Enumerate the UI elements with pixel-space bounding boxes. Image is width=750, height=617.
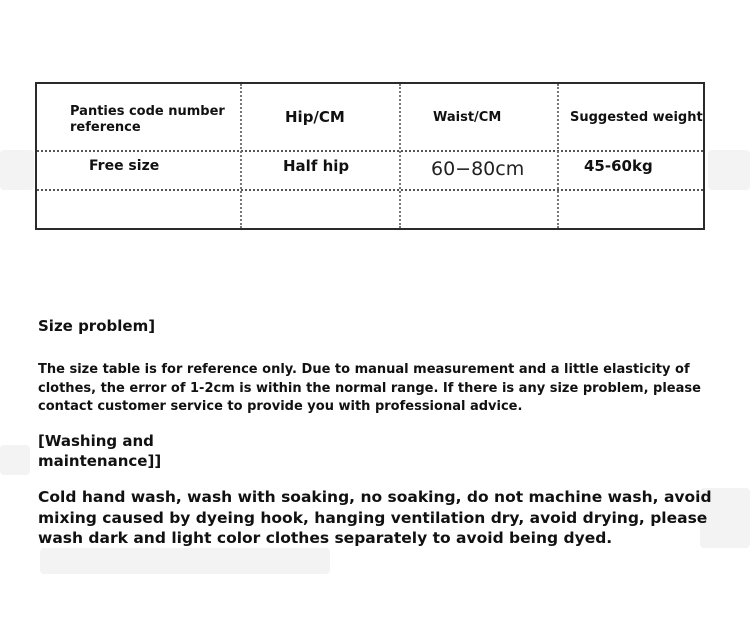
size-problem-heading: Size problem] — [38, 317, 156, 335]
background-ghost-right — [708, 150, 750, 190]
header-code-reference: Panties code number reference — [70, 104, 225, 135]
cell-free-size: Free size — [89, 158, 160, 174]
cell-weight-range: 45-60kg — [584, 157, 653, 175]
header-hip: Hip/CM — [285, 108, 345, 126]
table-row-divider — [37, 189, 703, 191]
table-column-divider — [240, 84, 242, 228]
background-ghost-bottom — [40, 548, 330, 574]
header-waist: Waist/CM — [433, 110, 502, 125]
washing-text: Cold hand wash, wash with soaking, no soaking, do not machine wash, avoid mixing caused by dyeing hook, hanging ventilation dry, avoid drying, please wash dark and light color clothes separately to avoid being dyed. — [38, 488, 712, 547]
background-ghost-mid-left — [0, 445, 30, 475]
size-table — [35, 82, 705, 230]
washing-heading: [Washing and maintenance]] — [38, 432, 162, 470]
cell-waist-range: 60−80cm — [431, 158, 525, 180]
table-column-divider — [557, 84, 559, 228]
cell-half-hip: Half hip — [283, 157, 350, 175]
background-ghost-left — [0, 150, 34, 190]
size-problem-text: The size table is for reference only. Due to manual measurement and a little elasticity of clothes, the error of 1-2cm is within the normal range. If there is any size problem, please contact customer service to provide you with professional advice. — [38, 362, 701, 414]
table-row-divider — [37, 150, 703, 152]
header-suggested-weight: Suggested weight — [570, 110, 703, 125]
table-column-divider — [399, 84, 401, 228]
